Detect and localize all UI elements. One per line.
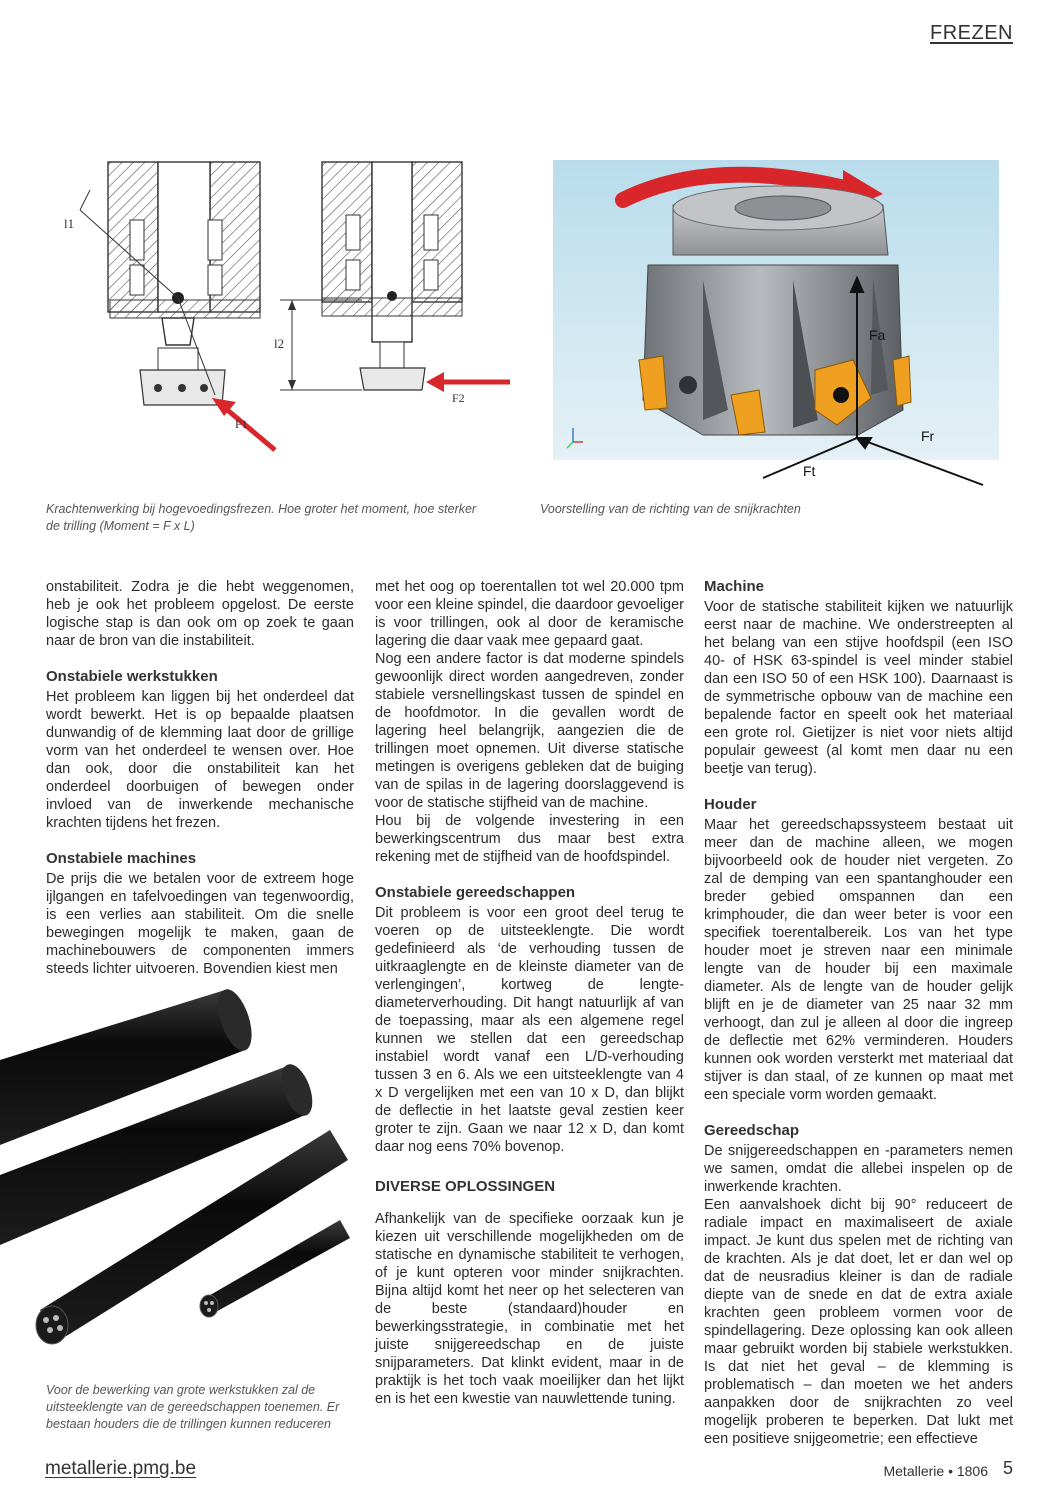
column-2: [375, 578, 684, 1408]
column-3: [704, 578, 1013, 1448]
label-f1: F1: [235, 417, 248, 431]
spindle-right: [280, 162, 462, 390]
col2-oplossingen-text: Afhankelijk van de specifieke oorzaak kun je kiezen uit verschillende mogelijkheden om de statische en dynamische stabiliteit te verhogen, of je kunt opteren voor minder snijkrachten. Bijna altijd komt het neer op het selecteren van de beste (standaard)houder en bewerkingsstrategie, in combinatie met het juiste snijgereedschap en de juiste snijparameters. Dat klinkt evident, maar in de praktijk is het toch vaak moeilijker dan het lijkt en is het een kwestie van nauwlettende tuning.: [375, 1211, 684, 1407]
heading-onstabiele-machines: Onstabiele machines: [46, 850, 197, 867]
col3-houder-text: Maar het gereedschapssysteem bestaat uit meer dan de machine alleen, we mogen bijvoorbeeld ook de houder niet vergeten. Zo zal de demping van een spantanghouder een breder gebied omspannen dan een krimphouder, die dan weer beter is voor een specifiek toerentalbereik. Los van het type houder moet je streven naar een minimale lengte van de houder bij een maximale diameter. Als de lengte van de houder gelijk blijft en je de diameter van 25 naar 32 mm verhoogt, dan zul je alleen al door die ingreep de deflectie met 62% verminderen. Houders kunnen ook worden versterkt met materiaal dat stijver is dan staal, of ze kunnen op maat met een speciale vorm worden gemaakt.: [704, 817, 1013, 1103]
force-diagram-figure: [64, 150, 520, 475]
force-arrow-f2: [426, 372, 510, 392]
col3-gereedschap-text-2: Een aanvalshoek dicht bij 90° reduceert de radiale impact en maximaliseert de axiale impact. Je kunt dus spelen met de richting van de krachten. Als je dat doet, let er dan wel op dat de neusradius kleiner is dan de radiale diepte van de snede en dat de extra axiale krachten geen probleem vormen voor de spindellagering. Deze oplossing kan ook alleen maar gebruikt worden bij stabiele werkstukken. Is dat niet het geval – de klemming is problematisch – dan moeten we het anders aanpakken door de snijkrachten zo veel mogelijk proberen te beperken. Dat lukt met een positieve snijgeometrie; een effectieve: [704, 1197, 1013, 1447]
col1-machines-text: De prijs die we betalen voor de extreem hoge ijlgangen en tafelvoedingen van tegenwoordig, is een verlies aan stabiliteit. Om die snelle bewegingen mogelijk te maken, gaan de machinebouwers de componenten immers steeds lichter uitvoeren. Bovendien kiest men: [46, 871, 354, 977]
footer-website-link[interactable]: metallerie.pmg.be: [45, 1458, 197, 1479]
col1-intro: onstabiliteit. Zodra je die hebt weggenomen, heb je ook het probleem opgelost. De eerste logische stap is dan ook om op zoek te gaan naar de bron van die instabiliteit.: [46, 579, 354, 649]
label-l2: l2: [274, 336, 285, 351]
render-caption: Voorstelling van de richting van de snijkrachten: [540, 502, 801, 516]
label-l1: l1: [64, 216, 75, 231]
force-diagram: [64, 150, 520, 475]
col2-p1: met het oog op toerentallen tot wel 20.000 tpm voor een kleine spindel, die daardoor gevoeliger is voor trillingen, ook al door de keramische lagering die daar vaak mee gepaard gaat.: [375, 579, 684, 649]
label-f2: F2: [452, 391, 465, 405]
col2-p3: Hou bij de volgende investering in een bewerkingscentrum dus maar best extra rekening met de stijfheid van de hoofdspindel.: [375, 813, 684, 865]
footer-magazine: Metallerie • 1806: [883, 1463, 988, 1479]
col3-gereedschap-text-1: De snijgereedschappen en -parameters nemen we samen, omdat die allebei inspelen op de inwerkende krachten.: [704, 1143, 1013, 1195]
col2-gereedschappen-text: Dit probleem is voor een groot deel terug te voeren op de uitsteeklengte. Die wordt gedefinieerd als ‘de verhouding tussen de uitkraaglengte en de kleinste diameter van de verlengingen’, kortweg de lengte-diameterverhouding. Dit hangt natuurlijk af van de toepassing, maar als een algemene regel kunnen we stellen dat een gereedschap instabiel wordt vanaf een L/D-verhouding tussen 3 en 6. Als we een uitsteeklengte van 4 x D vergelijken met een van 10 x D, dan blijkt de deflectie in het laatste geval zestien keer groter te zijn. Gaan we naar 12 x D, dan komt daar nog eens 70% bovenop.: [375, 905, 684, 1155]
page-number: 5: [1002, 1458, 1013, 1478]
photo-caption: Voor de bewerking van grote werkstukken zal de uitsteeklengte van de gereedschappen toenemen. Er bestaan houders die de trillingen kunnen reduceren: [46, 1383, 340, 1431]
diagram-caption: Krachtenwerking bij hogevoedingsfrezen. Hoe groter het moment, hoe sterker de trilling (Moment = F x L): [46, 502, 477, 533]
label-fr: Fr: [921, 428, 935, 444]
col2-p2: Nog een andere factor is dat moderne spindels gewoonlijk direct worden aangedreven, zonder stabiele versnellingskast tussen de spindel en de hoofdmotor. In die gevallen wordt de lagering heel belangrijk, aangezien die de trillingen moet opnemen. Uit diverse statische metingen is overigens gebleken dat de buiging van de spilas in de lagering doorslaggevend is voor de statische stijfheid van de machine.: [375, 651, 684, 811]
section-tag[interactable]: FREZEN: [930, 22, 1013, 44]
heading-onstabiele-werkstukken: Onstabiele werkstukken: [46, 668, 218, 685]
spindle-left: [80, 162, 260, 405]
tool-holders-illustration: [0, 980, 362, 1375]
heading-onstabiele-gereedschappen: Onstabiele gereedschappen: [375, 884, 576, 901]
heading-gereedschap: Gereedschap: [704, 1122, 800, 1139]
col1-werkstukken-text: Het probleem kan liggen bij het onderdeel dat wordt bewerkt. Het is op bepaalde plaatsen dunwandig of de klemming laat door de grillige vorm van het onderdeel te wensen over. Hoe dan ook, door die onstabiliteit kan het onderdeel doorbuigen of bewegen onder invloed van de inwerkende mechanische krachten tijdens het frezen.: [46, 689, 354, 831]
heading-houder: Houder: [704, 796, 757, 813]
col3-machine-text: Voor de statische stabiliteit kijken we natuurlijk eerst naar de machine. We onderstreepten al het belang van een stijve hoofdspil (een ISO 40- of HSK 63-spindel is veel minder stabiel dan een ISO 50 of een HSK 100). Daarnaast is de symmetrische opbouw van de machine een bepalende factor en speelt ook het materiaal een grote rol. Gietijzer is niet voor niets altijd populair geweest (al komt men daar nu een beetje van terug).: [704, 599, 1013, 777]
milling-cutter: [639, 186, 911, 435]
label-ft: Ft: [803, 463, 816, 479]
heading-machine: Machine: [704, 578, 765, 595]
tool-holders-photo: [0, 980, 362, 1375]
cutting-forces-figure: [553, 160, 999, 479]
column-1: [46, 578, 354, 978]
heading-diverse-oplossingen: DIVERSE OPLOSSINGEN: [375, 1178, 556, 1195]
label-fa: Fa: [869, 327, 886, 343]
